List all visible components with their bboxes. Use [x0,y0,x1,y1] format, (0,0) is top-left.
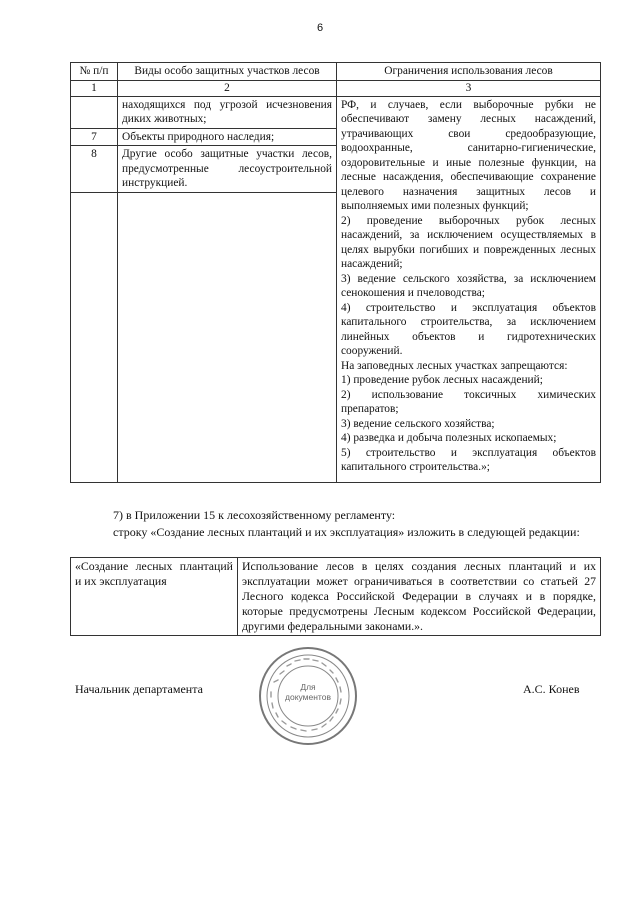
restriction-item: На заповедных лесных участках запрещаются: [341,359,568,372]
restriction-item: 2) проведение выборочных рубок лесных насаждений, за исключением осуществляемых в целях вырубки погибших и поврежденных лесных насаждений; [341,214,596,270]
row-kind: Другие особо защитные участки лесов, предусмотренные лесоустроительной инструкцией. [118,146,337,193]
col-number-2: 2 [118,80,337,96]
restriction-item: 5) строительство и эксплуатация объектов капитального строительства.»; [341,446,596,473]
table-row [71,96,601,128]
table-header-row [71,63,601,81]
stamp-text: Для документов [285,682,331,702]
plantation-activity: «Создание лесных плантаций и их эксплуатация [71,558,238,636]
plantation-restriction: Использование лесов в целях создания лесных плантаций и их эксплуатации может ограничиваться в соответствии со статьей 27 Лесного кодекса Российской Федерации в случаях и в порядке, которые предусмотрены Лесным кодексом Российской Федерации, другими федеральными законами.». [238,558,601,636]
col-number-3: 3 [337,80,601,96]
amendment-line: строку «Создание лесных плантаций и их эксплуатация» изложить в следующей редакции: [113,525,580,539]
restrictions-table [70,62,601,483]
restrictions-cell [337,96,601,482]
col-number-1: 1 [71,80,118,96]
amendment-item: 7) в Приложении 15 к лесохозяйственному регламенту: [113,508,396,522]
restriction-item: 2) использование токсичных химических препаратов; [341,388,596,415]
row-number: 8 [71,146,118,193]
row-number [71,96,118,128]
column-number-row [71,80,601,96]
signatory-name: А.С. Конев [523,682,580,696]
signatory-position: Начальник департамента [75,682,203,696]
round-stamp [256,644,360,748]
page-number: 6 [316,22,324,34]
restriction-item: 3) ведение сельского хозяйства; [341,417,495,430]
restriction-item: 4) разведка и добыча полезных ископаемых; [341,432,557,444]
row-kind: находящихся под угрозой исчезновения диких животных; [118,96,337,128]
col-header-number: № п/п [71,63,118,81]
restriction-item: РФ, и случаев, если выборочные рубки не обеспечивают замену лесных насаждений, утрачивающих свои средообразующие, водоохранные, санитарно-гигиенические, оздоровительные и иные полезные функции, на лесные насаждения, обеспечивающие сохранение целевого назначения защитных лесов и выполняемых ими полезных функций; [341,98,596,212]
restriction-item: 4) строительство и эксплуатация объектов капитального строительства, за исключением линейных объектов и гидротехнических сооружений. [341,301,596,357]
col-header-restrictions: Ограничения использования лесов [337,63,601,81]
col-header-kind: Виды особо защитных участков лесов [118,63,337,81]
table-row [71,558,601,636]
restriction-item: 1) проведение рубок лесных насаждений; [341,374,543,386]
restriction-item: 3) ведение сельского хозяйства, за исключением сенокошения и пчеловодства; [341,272,596,299]
row-number: 7 [71,128,118,146]
plantation-table [70,557,601,636]
row-kind: Объекты природного наследия; [118,128,337,146]
